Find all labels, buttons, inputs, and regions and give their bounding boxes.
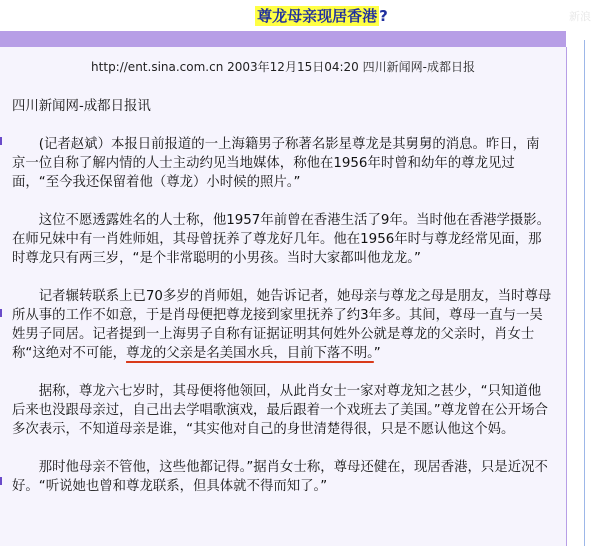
edge-marker <box>0 309 2 317</box>
source-line: http://ent.sina.com.cn 2003年12月15日04:20 四川新闻网-成都日报 <box>91 60 475 74</box>
title-area <box>0 6 601 26</box>
paragraph-4: 据称，尊龙六七岁时，其母便将他领回，从此肖女士一家对尊龙知之甚少，“只知道他后来也没跟母亲过，自己出去学唱歌演戏，最后跟着一个戏班去了美国。”尊龙曾在公开场合多次表示，不知道母亲是谁，“其实他对自己的身世清楚得很，只是不愿认他这个妈。 <box>12 384 548 437</box>
paragraph-3-text: 记者辗转联系上已70多岁的肖师姐，她告诉记者，她母亲与尊龙之母是朋友，当时尊母所从事的工作不如意，于是肖母便把尊龙接到家里抚养了约3年多。其间，尊母一直与一吴姓男子同居。记者提到一上海男子自称有证据证明其何姓外公就是尊龙的父亲时，肖女士称“这绝对不可能， <box>12 289 552 361</box>
article-title: 尊龙母亲现居香港 <box>257 7 378 25</box>
paragraph-3-end: ” <box>373 346 381 361</box>
edge-marker <box>0 477 2 485</box>
article-panel <box>0 47 567 546</box>
byline: 四川新闻网-成都日报讯 <box>12 99 151 114</box>
paragraph-1: (记者赵斌）本报日前报道的一上海籍男子称著名影星尊龙是其舅舅的消息。昨日，南京一位自称了解内情的人士主动约见当地媒体，称他在1956年时曾和幼年的尊龙见过面，“至今我还保留着他（尊龙）小时候的照片。” <box>12 137 540 190</box>
site-logo: 新浪 <box>569 10 591 23</box>
paragraph-5: 那时他母亲不管他，这些他都记得。”据肖女士称，尊母还健在，现居香港，只是近况不好。“听说她也曾和尊龙联系，但具体就不得而知了。” <box>12 460 548 494</box>
page-divider <box>584 40 585 546</box>
article-title-suffix: ? <box>379 7 388 25</box>
header-bar <box>0 31 566 47</box>
underlined-quote: 尊龙的父亲是名美国水兵，目前下落不明。 <box>126 346 374 361</box>
article-body <box>12 97 552 515</box>
paragraph-3 <box>12 287 552 363</box>
edge-marker <box>0 137 2 145</box>
paragraph-2: 这位不愿透露姓名的人士称，他1957年前曾在香港生活了9年。当时他在香港学摄影。在师兄妹中有一肖姓师姐，其母曾抚养了尊龙好几年。他在1956年时与尊龙经常见面，那时尊龙只有两三岁，“是个非常聪明的小男孩。当时大家都叫他龙龙。” <box>12 213 551 266</box>
